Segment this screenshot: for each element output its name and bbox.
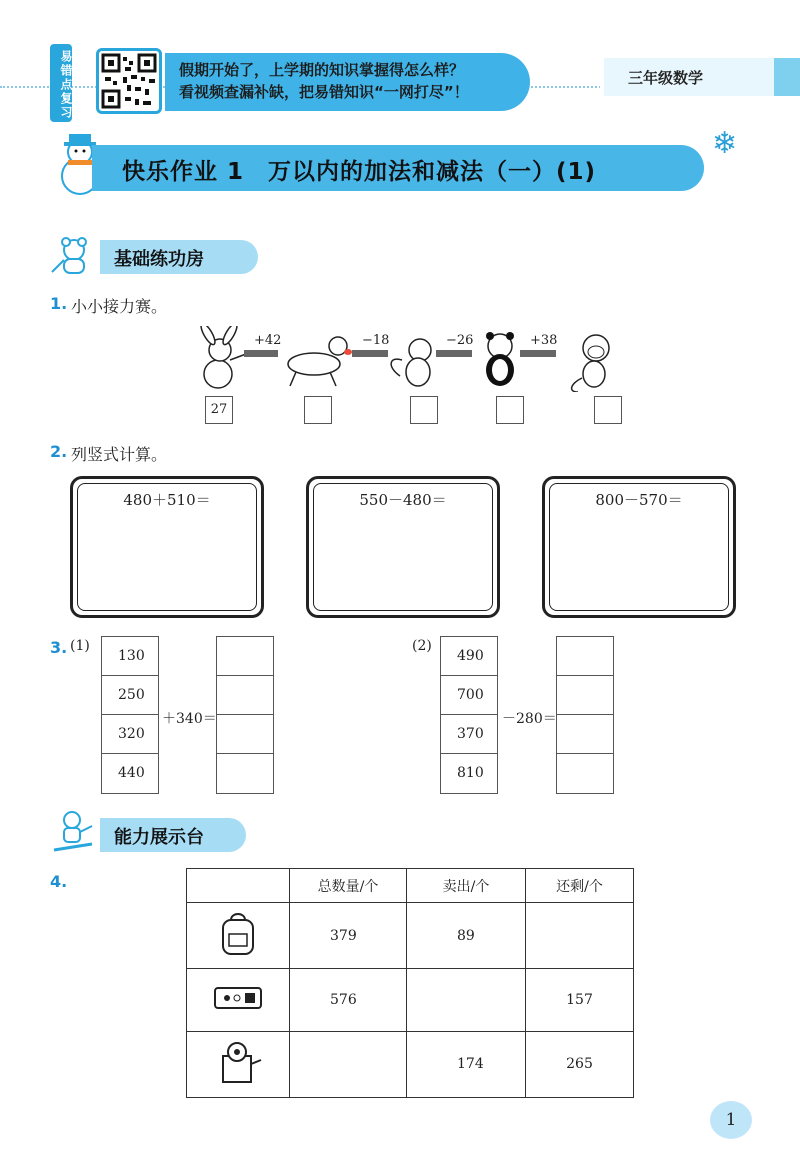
table-header-total: 总数量/个 bbox=[290, 869, 407, 903]
table-cell-total[interactable] bbox=[290, 1031, 407, 1097]
table-header-blank bbox=[187, 869, 290, 903]
q3-part-1-label: (1) bbox=[70, 638, 90, 654]
question-text-2: 列竖式计算。 bbox=[71, 445, 168, 464]
q3-p1-answer-box[interactable] bbox=[217, 676, 273, 715]
table-header-sold: 卖出/个 bbox=[407, 869, 526, 903]
skater-icon bbox=[50, 810, 96, 858]
relay-op-2: −18 bbox=[362, 333, 390, 348]
q3-part-2-label: (2) bbox=[412, 638, 432, 654]
calc-problem-3: 800－570＝ bbox=[595, 491, 683, 509]
calc-box-1[interactable] bbox=[70, 476, 264, 618]
relay-op-4: +38 bbox=[530, 333, 558, 348]
q3-p2-answer-box[interactable] bbox=[557, 715, 613, 754]
relay-box-1: 27 bbox=[205, 396, 233, 424]
table-cell-sold[interactable] bbox=[407, 969, 526, 1031]
q3-part-1-values bbox=[101, 636, 159, 794]
question-text-1: 小小接力赛。 bbox=[71, 297, 168, 316]
section-title-ability: 能力展示台 bbox=[114, 827, 204, 848]
table-row bbox=[187, 903, 634, 969]
inventory-table bbox=[186, 868, 634, 1098]
table-cell-sold: 174 bbox=[407, 1031, 526, 1097]
question-number-3: 3. bbox=[50, 638, 68, 657]
q3-p2-value: 490 bbox=[441, 637, 497, 676]
snowflake-icon: ❄ bbox=[712, 126, 738, 161]
q3-p2-value: 810 bbox=[457, 765, 484, 781]
dog-icon bbox=[288, 337, 352, 386]
section-bar-ability bbox=[100, 818, 246, 852]
q3-p2-value: 700 bbox=[441, 676, 497, 715]
qr-banner bbox=[165, 53, 530, 111]
pencil-sharpener-icon bbox=[187, 1031, 290, 1097]
calc-problem-2: 550－480＝ bbox=[359, 491, 447, 509]
q3-part-1-answers[interactable] bbox=[216, 636, 274, 794]
table-cell-left[interactable] bbox=[526, 903, 634, 969]
q3-p1-value: 250 bbox=[102, 676, 158, 715]
relay-box-2[interactable] bbox=[304, 396, 332, 424]
section-title-basic: 基础练功房 bbox=[114, 249, 204, 270]
relay-box-4[interactable] bbox=[496, 396, 524, 424]
q3-p1-value: 130 bbox=[102, 637, 158, 676]
bear-icon bbox=[50, 236, 94, 280]
q3-part-1-operation: ＋340＝ bbox=[162, 711, 217, 727]
monkey-icon bbox=[572, 335, 609, 392]
q3-p2-answer-box[interactable] bbox=[557, 637, 613, 676]
q3-p1-answer-box[interactable] bbox=[217, 715, 273, 754]
calc-problem-1: 480＋510＝ bbox=[123, 491, 211, 509]
relay-box-5[interactable] bbox=[594, 396, 622, 424]
page-number: 1 bbox=[710, 1101, 752, 1139]
table-cell-total: 576 bbox=[290, 969, 407, 1031]
backpack-icon bbox=[187, 903, 290, 969]
q3-p1-answer-box[interactable] bbox=[217, 637, 273, 676]
q3-p1-answer-box[interactable] bbox=[217, 754, 273, 793]
grade-color-bar bbox=[774, 58, 800, 96]
grade-label-box bbox=[600, 58, 800, 96]
calc-box-2[interactable] bbox=[306, 476, 500, 618]
table-header-row bbox=[187, 869, 634, 903]
lesson-title: 快乐作业 1 万以内的加法和减法（一）(1) bbox=[122, 159, 597, 185]
q3-p1-value: 440 bbox=[118, 765, 145, 781]
qr-code-icon[interactable] bbox=[96, 48, 162, 114]
table-cell-left: 157 bbox=[526, 969, 634, 1031]
squirrel-icon bbox=[391, 339, 431, 386]
side-tab: 易错点复习 bbox=[50, 44, 72, 122]
q3-part-2-operation: －280＝ bbox=[502, 711, 557, 727]
question-number-4: 4. bbox=[50, 872, 68, 891]
q3-p1-value: 320 bbox=[102, 715, 158, 754]
rabbit-icon bbox=[199, 326, 246, 388]
relay-op-1: +42 bbox=[254, 333, 282, 348]
q3-p2-answer-box[interactable] bbox=[557, 676, 613, 715]
banner-line-2: 看视频查漏补缺，把易错知识“一网打尽”！ bbox=[179, 83, 469, 101]
table-cell-left: 265 bbox=[526, 1031, 634, 1097]
table-row bbox=[187, 969, 634, 1031]
q3-p2-value: 370 bbox=[441, 715, 497, 754]
lesson-title-bar bbox=[92, 145, 704, 191]
panda-icon bbox=[486, 332, 514, 386]
q3-part-2-values bbox=[440, 636, 498, 794]
table-cell-total: 379 bbox=[290, 903, 407, 969]
grade-label: 三年级数学 bbox=[628, 69, 704, 87]
q3-p2-answer-box[interactable] bbox=[557, 754, 613, 793]
q3-part-2-answers[interactable] bbox=[556, 636, 614, 794]
relay-box-3[interactable] bbox=[410, 396, 438, 424]
question-number-2: 2. bbox=[50, 442, 68, 461]
table-row bbox=[187, 1031, 634, 1097]
section-bar-basic bbox=[100, 240, 258, 274]
relay-op-3: −26 bbox=[446, 333, 474, 348]
table-cell-sold: 89 bbox=[407, 903, 526, 969]
calc-box-3[interactable] bbox=[542, 476, 736, 618]
pencil-case-icon bbox=[187, 969, 290, 1031]
question-number-1: 1. bbox=[50, 294, 68, 313]
table-header-left: 还剩/个 bbox=[526, 869, 634, 903]
banner-line-1: 假期开始了，上学期的知识掌握得怎么样？ bbox=[179, 61, 465, 79]
